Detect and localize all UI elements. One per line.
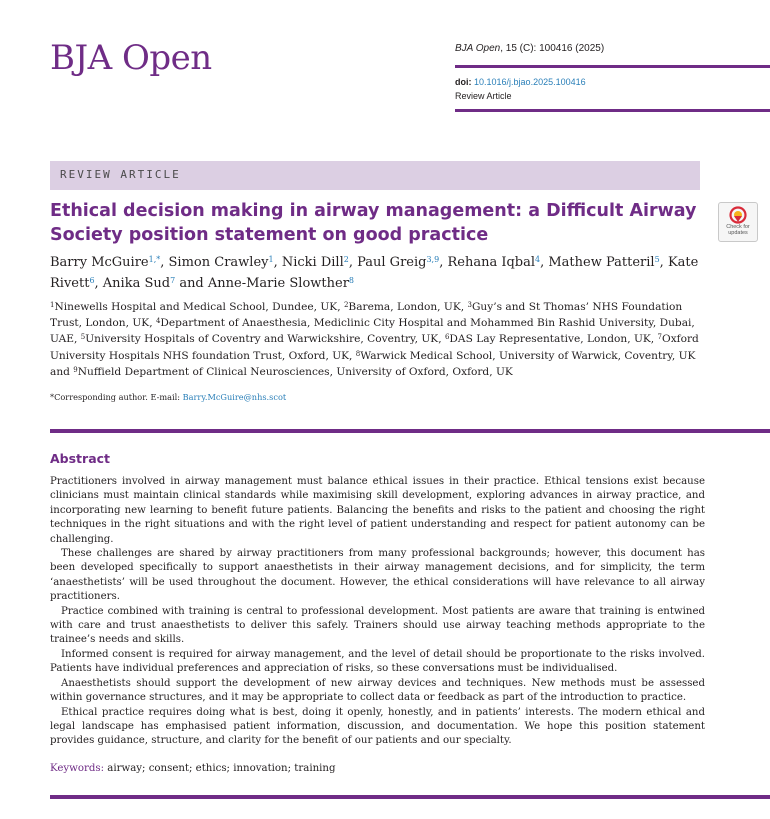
citation-volume: , 15 (C): 100416 (2025) <box>500 43 605 54</box>
section-label: REVIEW ARTICLE <box>60 168 181 181</box>
author: Nicki Dill$^2$ <box>281 255 349 270</box>
meta-top-rule <box>455 65 770 68</box>
keywords-label: Keywords: <box>50 763 105 774</box>
article-title: Ethical decision making in airway management: a Difficult Airway Society position statement on good practice <box>50 201 697 245</box>
affiliation: University Hospitals of Coventry and Warwickshire, Coventry, UK <box>85 333 439 346</box>
corresponding-email[interactable]: Barry.McGuire@nhs.scot <box>182 392 287 402</box>
affiliation: Guy’s and St Thomas’ NHS Foundation Trust, London, UK <box>50 301 683 330</box>
abstract-paragraph: Practice combined with training is central to professional development. Most patients are aware that training is entwined with care and trust anaesthetists to deliver this safely. Trainers should use airway teaching methods appropriate to the trainee’s needs and skills. <box>50 605 705 646</box>
author: Anika Sud$^7$ <box>102 276 176 291</box>
abstract-body <box>50 475 705 749</box>
article-type: Review Article <box>455 91 512 101</box>
abstract-heading: Abstract <box>50 451 111 466</box>
author: Kate Rivett$^6$ <box>50 255 699 291</box>
affiliation: Oxford University Hospitals NHS foundation Trust, Oxford, UK <box>50 333 699 362</box>
affiliation: Barema, London, UK <box>348 301 461 313</box>
affiliation: DAS Lay Representative, London, UK <box>449 333 651 346</box>
check-updates-icon <box>729 206 747 224</box>
abstract-paragraph: These challenges are shared by airway practitioners from many professional backgrounds; however, this document has been developed specifically to support anaesthetists in their airway management decisions, and for simplicity, the term ‘anaesthetists’ will be used throughout the document. However, the ethical considerations will have relevance to all airway practitioners. <box>50 548 705 603</box>
affiliation: Department of Anaesthesia, Mediclinic City Hospital and Mohammed Bin Rashid University, Dubai, UAE <box>50 317 695 346</box>
author-and: and <box>179 276 204 291</box>
check-for-updates-badge[interactable] <box>718 202 758 242</box>
doi-link[interactable]: 10.1016/j.bjao.2025.100416 <box>474 77 586 87</box>
author: Simon Crawley$^1$ <box>168 255 274 270</box>
citation <box>455 42 770 56</box>
author: Barry McGuire$^{1,*}$ <box>50 255 161 270</box>
affiliation: Ninewells Hospital and Medical School, Dundee, UK <box>54 301 338 313</box>
author: Paul Greig$^{3,9}$ <box>357 255 440 270</box>
corresponding-author <box>50 391 286 403</box>
author: Rehana Iqbal$^4$ <box>447 255 541 270</box>
abstract-paragraph: Practitioners involved in airway management must balance ethical issues in their practice. Ethical tensions exist because clinicians must maintain clinical standards while maximising skill development, exploring advances in airway practice, and incorporating new learning to benefit future patients. Balancing the benefits and risks to the patient and choosing the right techniques in the right situations and with the right level of patient understanding and respect for patient autonomy can be challenging. <box>50 476 705 545</box>
abstract-paragraph: Anaesthetists should support the development of new airway devices and techniques. New methods must be assessed within governance structures, and it may be appropriate to collect data or feedback as part of the introduction to practice. <box>50 677 705 704</box>
journal-logo: BJA Open <box>50 38 212 78</box>
meta-bottom-rule <box>455 109 770 112</box>
section-banner <box>50 161 700 190</box>
keywords-list: airway; consent; ethics; innovation; training <box>107 763 336 774</box>
author: Anne-Marie Slowther$^8$ <box>207 276 355 291</box>
abstract-paragraph: Informed consent is required for airway management, and the level of detail should be proportionate to the risks involved. Patients have individual preferences and appreciation of risks, so these conversations must be individualised. <box>50 648 705 675</box>
affiliations: $^1$Ninewells Hospital and Medical School, Dundee, UK, $^2$Barema, London, UK, $^3$Guy’s and St Thomas’ NHS Foundation Trust, London, UK, $^4$Department of Anaesthesia, Mediclinic City Hospital and Mohammed Bin Rashid University, Dubai, UAE, $^5$University Hospitals of Coventry and Warwickshire, Coventry, UK, $^6$DAS Lay Representative, London, UK, $^7$Oxford University Hospitals NHS foundation Trust, Oxford, UK, $^8$Warwick Medical School, University of Warwick, Coventry, UK and $^9$Nuffield Department of Clinical Neurosciences, University of Oxford, Oxford, UK <box>50 301 699 378</box>
affiliation: Nuffield Department of Clinical Neurosciences, University of Oxford, Oxford, UK <box>77 365 513 378</box>
corresponding-label: *Corresponding author. E-mail: <box>50 392 180 402</box>
badge-line1: Check for <box>726 224 750 230</box>
author-list: Barry McGuire$^{1,*}$, Simon Crawley$^1$, Nicki Dill$^2$, Paul Greig$^{3,9}$, Rehana Iqbal$^4$, Mathew Patteril$^5$, Kate Rivett$^6$, Anika Sud$^7$ and Anne-Marie Slowther$^8$ <box>50 255 699 291</box>
divider-top <box>50 429 770 433</box>
affiliation: Warwick Medical School, University of Warwick, Coventry, UK <box>360 349 696 362</box>
doi-line <box>455 76 586 89</box>
badge-line2: updates <box>728 230 748 236</box>
doi-label: doi: <box>455 77 472 87</box>
divider-bottom <box>50 795 770 799</box>
author: Mathew Patteril$^5$ <box>548 255 660 270</box>
keywords <box>50 762 336 776</box>
citation-journal: BJA Open <box>455 43 501 54</box>
abstract-paragraph: Ethical practice requires doing what is best, doing it openly, honestly, and in patients’ interests. The modern ethical and legal landscape has emphasised patient information, discussion, and documentation. We hope this position statement provides guidance, structure, and clarity for the benefit of our patients and our specialty. <box>50 706 705 747</box>
